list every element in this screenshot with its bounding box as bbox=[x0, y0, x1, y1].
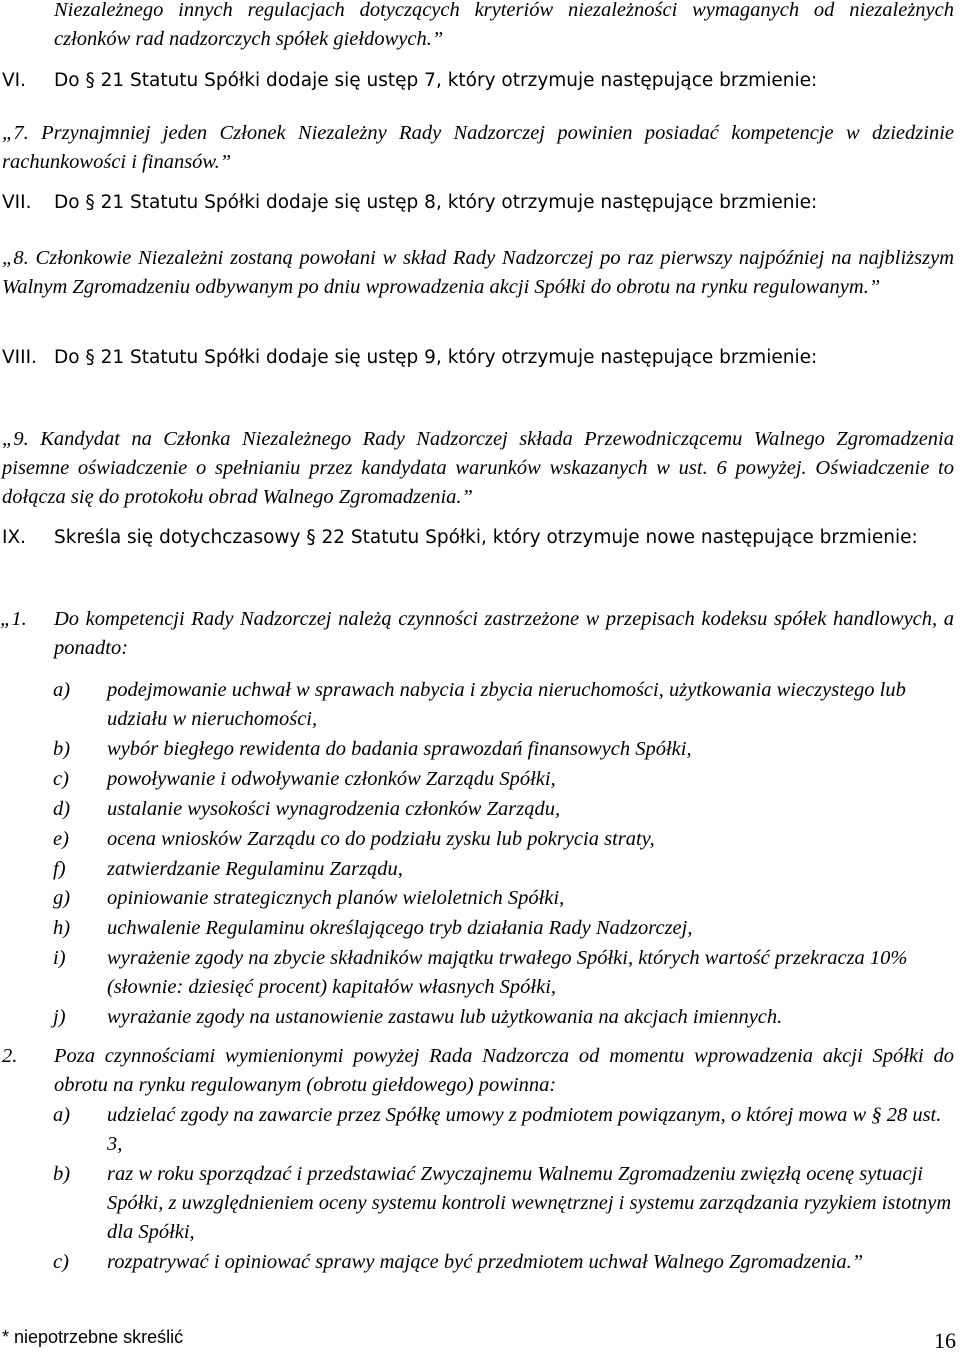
list-item-text: rozpatrywać i opiniować sprawy mające być przedmiotem uchwał Walnego Zgromadzenia.” bbox=[107, 1251, 864, 1273]
section-number: VII. bbox=[2, 192, 32, 213]
list-marker: b) bbox=[53, 738, 71, 760]
list-item-text: raz w roku sporządzać i przedstawiać Zwyczajnemu Walnemu Zgromadzeniu zwięzłą ocenę sytuacji Spółki, z uwzględnieniem oceny systemu kontroli wewnętrznej i systemu zarządzania ryzykiem istotnym dla Spółki, bbox=[107, 1163, 952, 1243]
list-item-text: ocena wniosków Zarządu co do podziału zysku lub pokrycia straty, bbox=[107, 828, 655, 850]
list-item-text: wyrażenie zgody na zbycie składników majątku trwałego Spółki, których wartość przekracza 10% (słownie: dziesięć procent) kapitałów własnych Spółki, bbox=[107, 947, 908, 998]
list-marker: i) bbox=[53, 947, 66, 969]
point-text: Do kompetencji Rady Nadzorczej należą czynności zastrzeżone w przepisach kodeksu spółek handlowych, a ponadto: bbox=[54, 608, 954, 659]
list-item-text: zatwierdzanie Regulaminu Zarządu, bbox=[107, 858, 403, 880]
section-number: VIII. bbox=[2, 347, 37, 368]
list-marker: e) bbox=[53, 828, 69, 850]
list-item-text: ustalanie wysokości wynagrodzenia członków Zarządu, bbox=[107, 798, 561, 820]
section-heading-text: Skreśla się dotychczasowy § 22 Statutu Spółki, który otrzymuje nowe następujące brzmienie: bbox=[54, 527, 918, 548]
list-marker: h) bbox=[53, 917, 71, 939]
section-number: IX. bbox=[2, 527, 27, 548]
section-heading-text: Do § 21 Statutu Spółki dodaje się ustęp 9, który otrzymuje następujące brzmienie: bbox=[54, 347, 818, 368]
list-marker: j) bbox=[53, 1006, 66, 1028]
section-number: VI. bbox=[2, 70, 26, 91]
list-item-text: udzielać zgody na zawarcie przez Spółkę umowy z podmiotem powiązanym, o której mowa w § 28 ust. 3, bbox=[107, 1104, 942, 1155]
list-marker: a) bbox=[53, 679, 71, 701]
list-marker: g) bbox=[53, 887, 71, 909]
list-marker: a) bbox=[53, 1104, 71, 1126]
list-item-text: opiniowanie strategicznych planów wieloletnich Spółki, bbox=[107, 887, 565, 909]
section-heading-text: Do § 21 Statutu Spółki dodaje się ustęp 8, który otrzymuje następujące brzmienie: bbox=[54, 192, 818, 213]
point-number: „1. bbox=[0, 608, 27, 630]
point-text: Poza czynnościami wymienionymi powyżej Rada Nadzorcza od momentu wprowadzenia akcji Spółki do obrotu na rynku regulowanym (obrotu giełdowego) powinna: bbox=[54, 1045, 954, 1096]
paragraph-text: „8. Członkowie Niezależni zostaną powołani w skład Rady Nadzorczej po raz pierwszy najpóźniej na najbliższym Walnym Zgromadzeniu odbywanym po dniu wprowadzenia akcji Spółki do obrotu na rynku regulowanym.” bbox=[2, 247, 954, 298]
paragraph-text: „7. Przynajmniej jeden Członek Niezależny Rady Nadzorczej powinien posiadać kompetencje w dziedzinie rachunkowości i finansów.” bbox=[2, 122, 954, 173]
paragraph-text: „9. Kandydat na Członka Niezależnego Rady Nadzorczej składa Przewodniczącemu Walnego Zgromadzenia pisemne oświadczenie o spełnianiu przez kandydata warunków wskazanych w ust. 6 powyżej. Oświadczenie to dołącza się do protokołu obrad Walnego Zgromadzenia.” bbox=[2, 428, 954, 508]
list-marker: d) bbox=[53, 798, 71, 820]
list-marker: b) bbox=[53, 1163, 71, 1185]
list-item-text: podejmowanie uchwał w sprawach nabycia i zbycia nieruchomości, użytkowania wieczystego lub udziału w nieruchomości, bbox=[107, 679, 906, 730]
footnote: * niepotrzebne skreślić bbox=[2, 1327, 184, 1347]
list-marker: c) bbox=[53, 768, 69, 790]
list-item-text: uchwalenie Regulaminu określającego tryb działania Rady Nadzorczej, bbox=[107, 917, 693, 939]
list-item-text: wybór biegłego rewidenta do badania sprawozdań finansowych Spółki, bbox=[107, 738, 692, 760]
list-item-text: wyrażanie zgody na ustanowienie zastawu lub użytkowania na akcjach imiennych. bbox=[107, 1006, 783, 1028]
list-marker: c) bbox=[53, 1251, 69, 1273]
page-number: 16 bbox=[934, 1328, 956, 1353]
list-item-text: powoływanie i odwoływanie członków Zarządu Spółki, bbox=[107, 768, 556, 790]
point-number: 2. bbox=[2, 1045, 18, 1067]
paragraph-text: Niezależnego innych regulacjach dotyczących kryteriów niezależności wymaganych od niezależnych członków rad nadzorczych spółek giełdowych.” bbox=[54, 0, 954, 50]
list-marker: f) bbox=[53, 858, 66, 880]
section-heading-text: Do § 21 Statutu Spółki dodaje się ustęp 7, który otrzymuje następujące brzmienie: bbox=[54, 70, 818, 91]
